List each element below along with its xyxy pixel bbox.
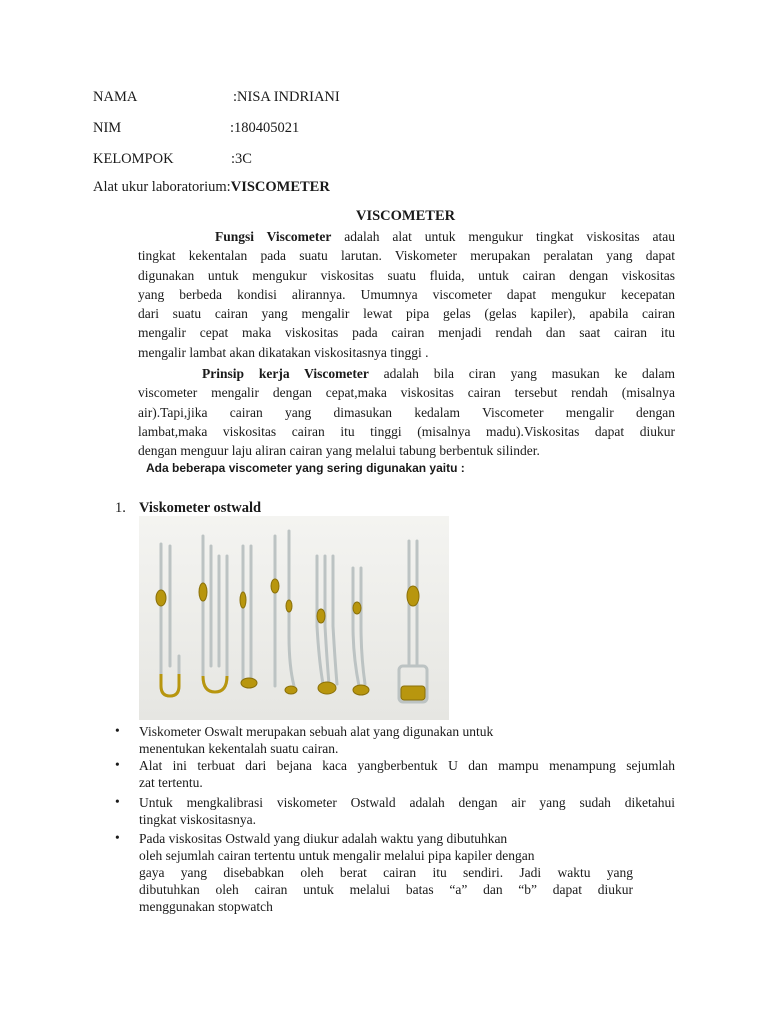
bullet-marker: •: [115, 723, 120, 738]
viscometer-illustration: [139, 516, 449, 720]
paragraph-fungsi: [138, 227, 675, 362]
paragraph-prinsip: [138, 364, 675, 460]
paragraph-line: dari suatu cairan yang mengalir lewat pipa gelas (gelas kapiler), apabila cairan: [138, 306, 675, 322]
alat-line: [93, 178, 330, 197]
kelompok-label: KELOMPOK: [93, 151, 174, 167]
nama-label: NAMA: [93, 89, 138, 105]
intro-text: Ada beberapa viscometer yang sering digunakan yaitu :: [146, 461, 465, 475]
paragraph-line: Prinsip kerja Viscometer adalah bila ciran yang masukan ke dalam: [202, 366, 675, 381]
bullet-item: Pada viskositas Ostwald yang diukur adalah waktu yang dibutuhkan oleh sejumlah cairan tertentu untuk mengalir melalui pipa kapiler dengan gaya yang disebabkan oleh berat cairan itu sendiri. Jadi waktu yang dibutuhkan oleh cairan untuk melalui batas “a” dan “b” dapat diukur menggunakan stopwatch: [139, 831, 633, 914]
paragraph-line: tingkat kekentalan pada suatu larutan. Viskometer merupakan peralatan yang dapat: [138, 248, 675, 264]
paragraph-line: digunakan untuk mengukur viskositas suatu fluida, untuk cairan dengan viskositas: [138, 267, 675, 283]
bullet-item: Untuk mengkalibrasi viskometer Ostwald adalah dengan air yang sudah diketahui tingkat viskositasnya.: [139, 795, 675, 827]
bullet-marker: •: [115, 794, 120, 809]
nama-value: :NISA INDRIANI: [233, 89, 340, 105]
viscometer-photo: [139, 516, 449, 720]
alat-value: VISCOMETER: [230, 179, 330, 195]
paragraph-line: lambat,maka viskositas cairan itu tinggi (misalnya madu).Viskositas dapat diukur: [138, 423, 675, 439]
list-number: 1.: [115, 500, 126, 516]
bullet-marker: •: [115, 830, 120, 845]
alat-label: Alat ukur laboratorium:: [93, 179, 231, 195]
paragraph-line: mengalir lambat akan dikatakan viskositasnya tinggi .: [138, 344, 429, 360]
paragraph-line: viscometer mengalir dengan cepat,maka viskositas cairan tersebut rendah (misalnya: [138, 385, 675, 401]
list-item-label: Viskometer ostwald: [139, 500, 262, 516]
paragraph-line: mengalir cepat maka viskositas pada cairan menjadi rendah dan saat cairan itu: [138, 325, 675, 341]
nim-value: :180405021: [230, 120, 300, 136]
bullet-marker: •: [115, 757, 120, 772]
bullet-item: Viskometer Oswalt merupakan sebuah alat yang digunakan untuk menentukan kekentalah suatu cairan.: [139, 724, 494, 756]
paragraph-line: dengan menguur laju aliran cairan yang melalui tabung berbentuk silinder.: [138, 443, 540, 459]
paragraph-line: Fungsi Viscometer adalah alat untuk mengukur tingkat viskositas atau: [215, 229, 675, 244]
paragraph-line: air).Tapi,jika cairan yang dimasukan kedalam Viscometer mengalir dengan: [138, 404, 675, 420]
bullet-item: Alat ini terbuat dari bejana kaca yangberbentuk U dan mampu menampung sejumlah zat tertentu.: [139, 758, 675, 790]
paragraph-lead: Fungsi Viscometer: [215, 229, 332, 244]
kelompok-value: :3C: [231, 151, 252, 167]
document-title: VISCOMETER: [356, 208, 456, 224]
paragraph-line: yang berbeda kondisi alirannya. Umumnya viscometer dapat mengukur kecepatan: [138, 286, 675, 302]
paragraph-lead: Prinsip kerja Viscometer: [202, 366, 369, 381]
nim-label: NIM: [93, 120, 122, 136]
